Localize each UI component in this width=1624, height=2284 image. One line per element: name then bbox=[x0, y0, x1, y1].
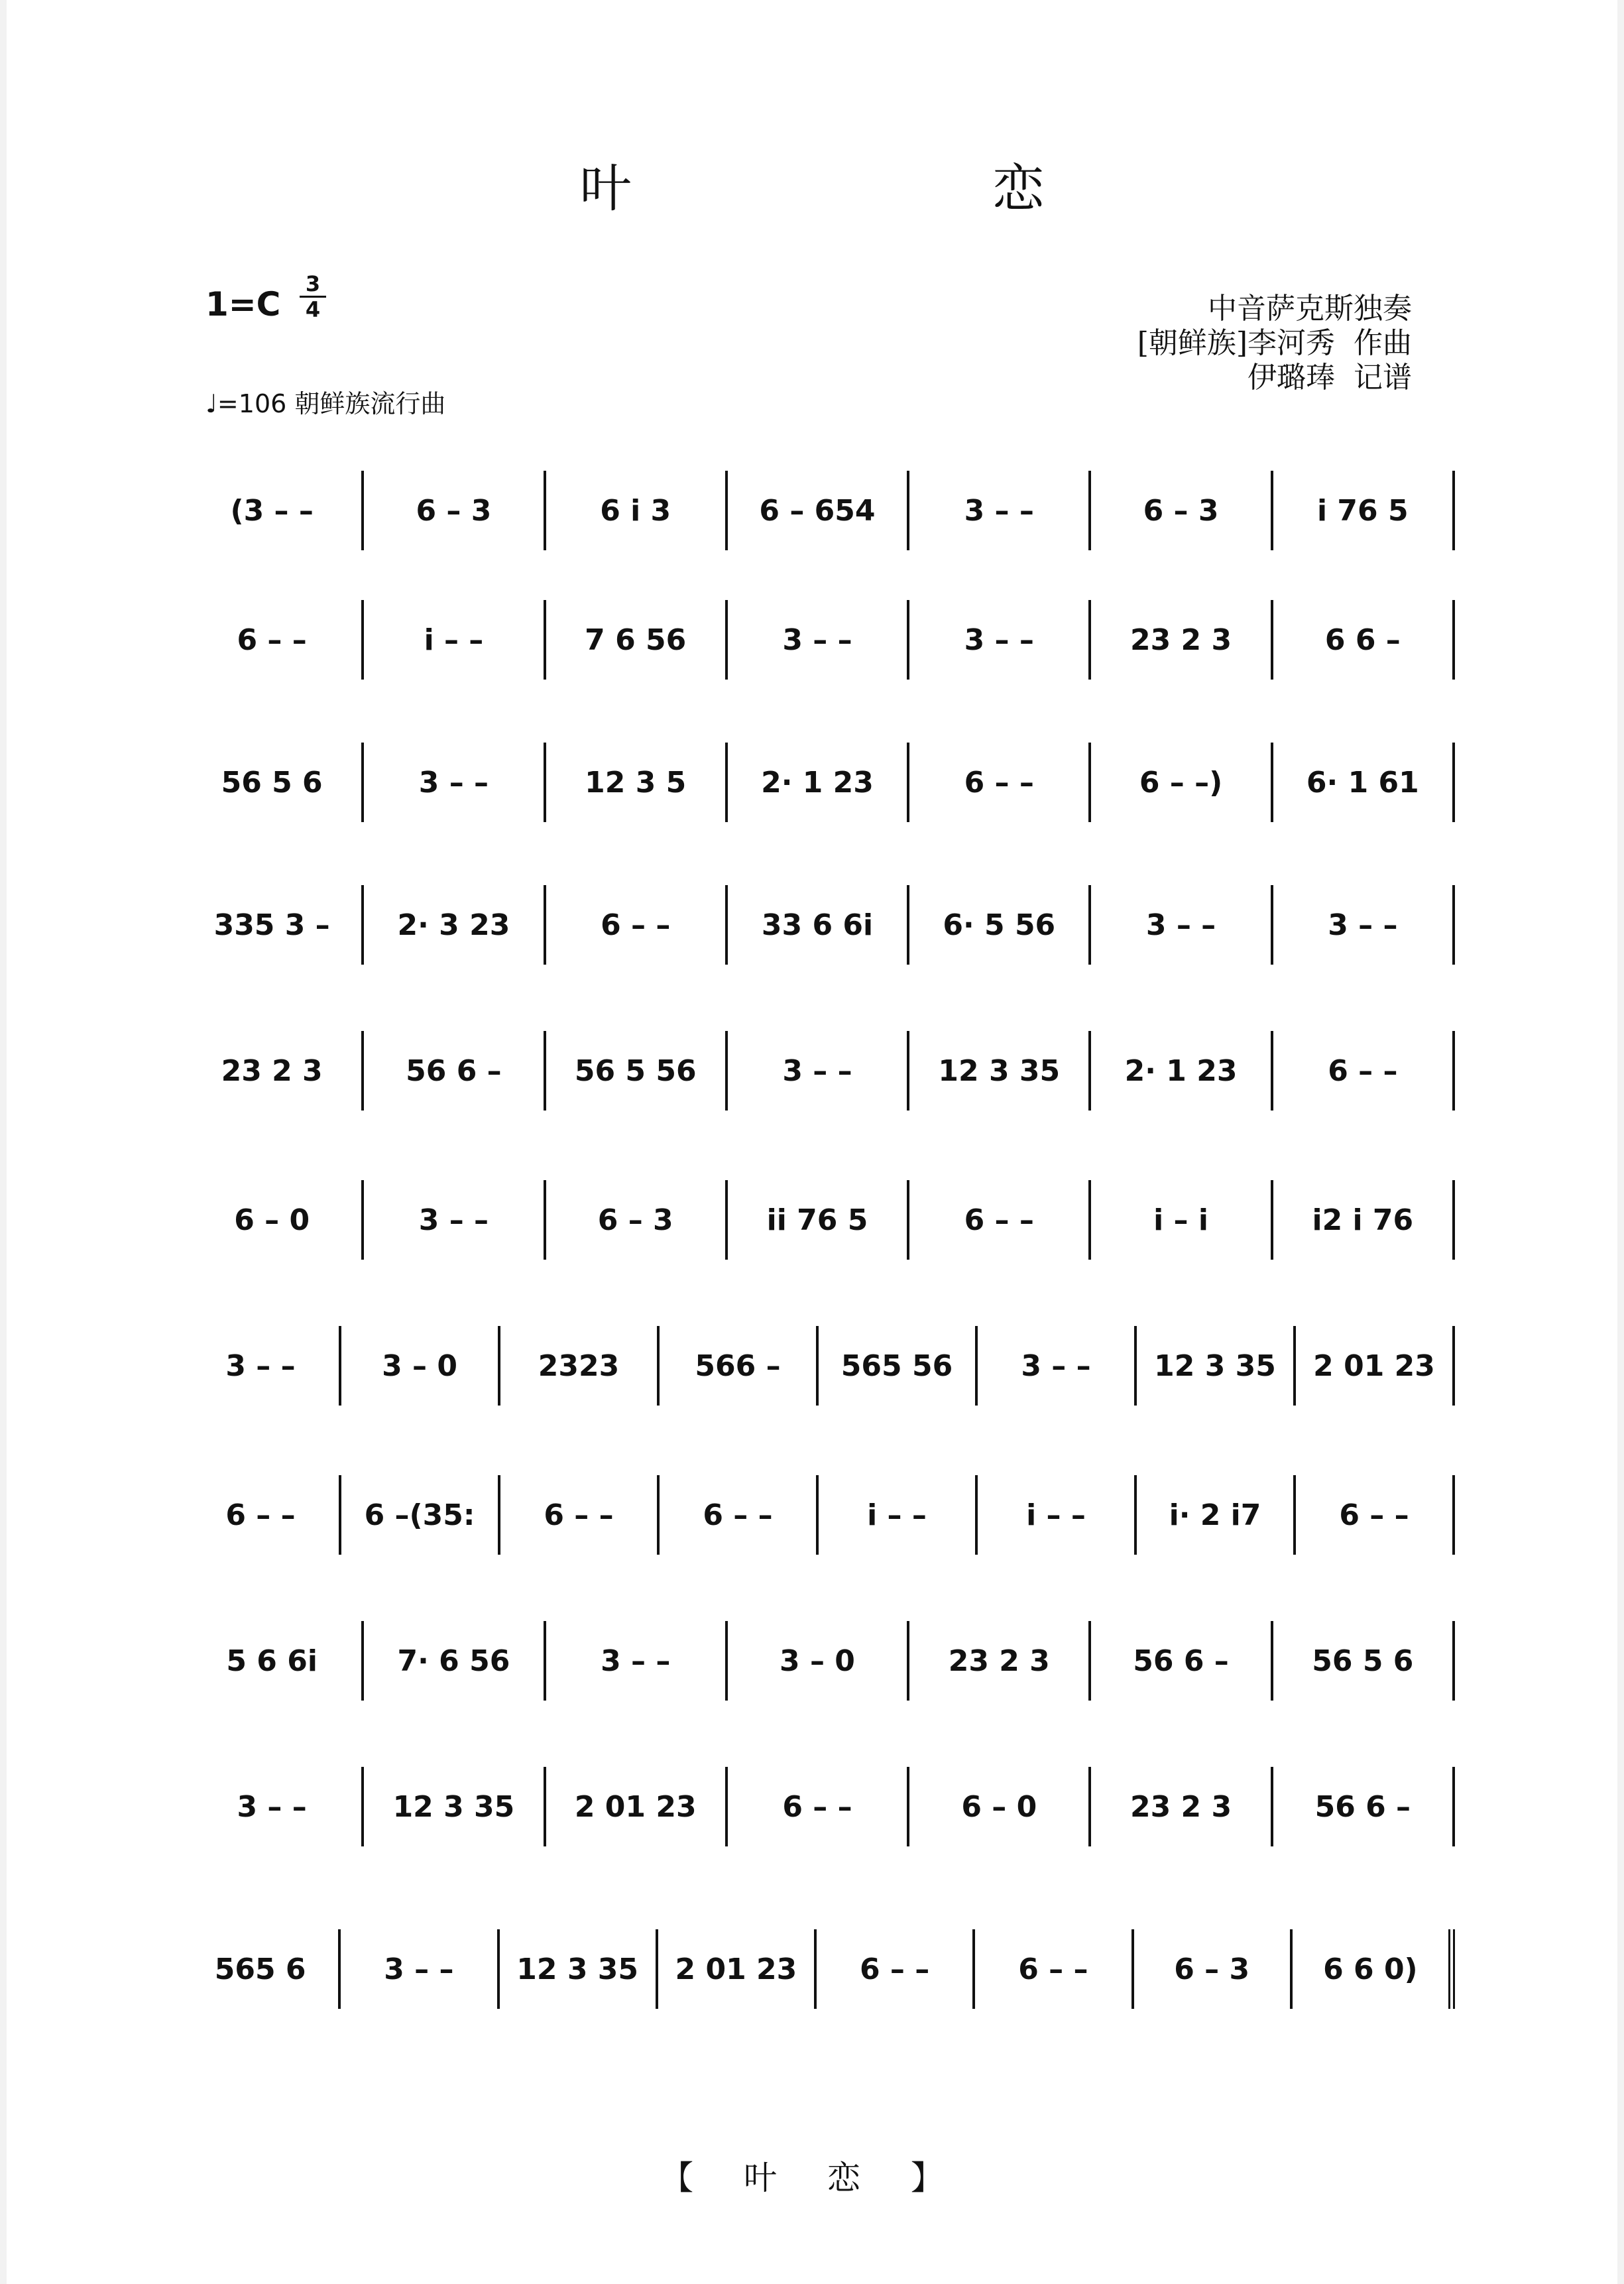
measure: 6 – – bbox=[817, 1929, 975, 2009]
left-margin-strip bbox=[0, 0, 7, 2284]
key-signature: 1=C bbox=[205, 285, 281, 324]
score-line bbox=[182, 1180, 1455, 1260]
measure: 6 – – bbox=[909, 1180, 1091, 1260]
measure: 6 – 3 bbox=[1134, 1929, 1293, 2009]
measure: 7 6 56 bbox=[546, 600, 728, 680]
measure: 56 6 – bbox=[1273, 1767, 1455, 1846]
measure: 565 6 bbox=[182, 1929, 341, 2009]
measure: 56 6 – bbox=[1091, 1621, 1273, 1701]
measure: 23 2 3 bbox=[1091, 600, 1273, 680]
measure: 12 3 35 bbox=[364, 1767, 546, 1846]
tempo-marking: ♩=106 朝鲜族流行曲 bbox=[205, 389, 446, 418]
measure: 6 – – bbox=[546, 885, 728, 965]
measure: 6 – 3 bbox=[1091, 471, 1273, 550]
measure: 2 01 23 bbox=[546, 1767, 728, 1846]
measure: 6 – – bbox=[182, 600, 364, 680]
measure: ii 76 5 bbox=[728, 1180, 909, 1260]
measure: 3 – – bbox=[909, 471, 1091, 550]
measure: 6 – 654 bbox=[728, 471, 909, 550]
measure: 3 – – bbox=[182, 1326, 341, 1406]
score-line bbox=[182, 1929, 1455, 2009]
measure: (3 – – bbox=[182, 471, 364, 550]
score-line bbox=[182, 1326, 1455, 1406]
score-line bbox=[182, 885, 1455, 965]
measure: 23 2 3 bbox=[1091, 1767, 1273, 1846]
credit-composer: [朝鲜族]李河秀 作曲 bbox=[1137, 326, 1412, 360]
measure: 6 – – bbox=[909, 743, 1091, 822]
measure: 12 3 35 bbox=[909, 1031, 1091, 1111]
measure: 2 01 23 bbox=[1296, 1326, 1455, 1406]
credits bbox=[1137, 292, 1412, 395]
measure: 6 – –) bbox=[1091, 743, 1273, 822]
measure: 3 – 0 bbox=[341, 1326, 500, 1406]
measure: 3 – – bbox=[364, 743, 546, 822]
measure: 12 3 35 bbox=[500, 1929, 658, 2009]
measure: 3 – – bbox=[364, 1180, 546, 1260]
score-line bbox=[182, 1621, 1455, 1701]
measure: 3 – – bbox=[546, 1621, 728, 1701]
measure: 7· 6 56 bbox=[364, 1621, 546, 1701]
measure: 3 – – bbox=[909, 600, 1091, 680]
measure: 6 – 3 bbox=[546, 1180, 728, 1260]
measure: 23 2 3 bbox=[182, 1031, 364, 1111]
credit-transcriber: 伊璐琫 记谱 bbox=[1247, 361, 1412, 394]
score-line bbox=[182, 600, 1455, 680]
measure: 3 – – bbox=[978, 1326, 1137, 1406]
measure: 2· 1 23 bbox=[1091, 1031, 1273, 1111]
measure: i – – bbox=[978, 1475, 1137, 1555]
measure: 3 – – bbox=[728, 1031, 909, 1111]
measure: 565 56 bbox=[819, 1326, 978, 1406]
measure: 2· 3 23 bbox=[364, 885, 546, 965]
measure: 6 – – bbox=[1273, 1031, 1455, 1111]
measure: 6· 5 56 bbox=[909, 885, 1091, 965]
measure: 33 6 6i bbox=[728, 885, 909, 965]
measure: 2 01 23 bbox=[658, 1929, 817, 2009]
measure: 6 – 0 bbox=[182, 1180, 364, 1260]
measure: 3 – – bbox=[728, 600, 909, 680]
measure: 12 3 35 bbox=[1137, 1326, 1296, 1406]
right-margin-strip bbox=[1617, 0, 1624, 2284]
measure: 3 – – bbox=[341, 1929, 499, 2009]
measure: 6 – – bbox=[728, 1767, 909, 1846]
measure: 3 – – bbox=[1091, 885, 1273, 965]
footer-title: 【 叶 恋 】 bbox=[660, 2159, 964, 2197]
time-signature: 3 4 bbox=[300, 272, 326, 322]
measure: 3 – 0 bbox=[728, 1621, 909, 1701]
measure: 6 6 0) bbox=[1293, 1929, 1455, 2009]
measure: 6 6 – bbox=[1273, 600, 1455, 680]
measure: 23 2 3 bbox=[909, 1621, 1091, 1701]
measure: 335 3 – bbox=[182, 885, 364, 965]
measure: 6 –(35: bbox=[341, 1475, 500, 1555]
score-title: 叶 恋 bbox=[579, 159, 1217, 219]
score-line bbox=[182, 1767, 1455, 1846]
measure: 6 – 0 bbox=[909, 1767, 1091, 1846]
measure: 2323 bbox=[500, 1326, 660, 1406]
measure: 2· 1 23 bbox=[728, 743, 909, 822]
measure: 56 6 – bbox=[364, 1031, 546, 1111]
measure: 6 – – bbox=[975, 1929, 1133, 2009]
score-line bbox=[182, 1031, 1455, 1111]
measure: 6 – – bbox=[500, 1475, 660, 1555]
measure: 3 – – bbox=[182, 1767, 364, 1846]
measure: 6 – 3 bbox=[364, 471, 546, 550]
score-line bbox=[182, 471, 1455, 550]
measure: 6· 1 61 bbox=[1273, 743, 1455, 822]
measure: 3 – – bbox=[1273, 885, 1455, 965]
measure: i – – bbox=[819, 1475, 978, 1555]
measure: 6 i 3 bbox=[546, 471, 728, 550]
measure: i· 2 i7 bbox=[1137, 1475, 1296, 1555]
measure: i2 i 76 bbox=[1273, 1180, 1455, 1260]
measure: 566 – bbox=[660, 1326, 819, 1406]
measure: 5 6 6i bbox=[182, 1621, 364, 1701]
measure: 56 5 6 bbox=[182, 743, 364, 822]
measure: 6 – – bbox=[182, 1475, 341, 1555]
score-line bbox=[182, 1475, 1455, 1555]
measure: i – – bbox=[364, 600, 546, 680]
measure: 12 3 5 bbox=[546, 743, 728, 822]
measure: 56 5 6 bbox=[1273, 1621, 1455, 1701]
credit-instrument: 中音萨克斯独奏 bbox=[1208, 292, 1412, 326]
measure: i 76 5 bbox=[1273, 471, 1455, 550]
measure: 6 – – bbox=[1296, 1475, 1455, 1555]
measure: 56 5 56 bbox=[546, 1031, 728, 1111]
measure: 6 – – bbox=[660, 1475, 819, 1555]
measure: i – i bbox=[1091, 1180, 1273, 1260]
score-line bbox=[182, 743, 1455, 822]
